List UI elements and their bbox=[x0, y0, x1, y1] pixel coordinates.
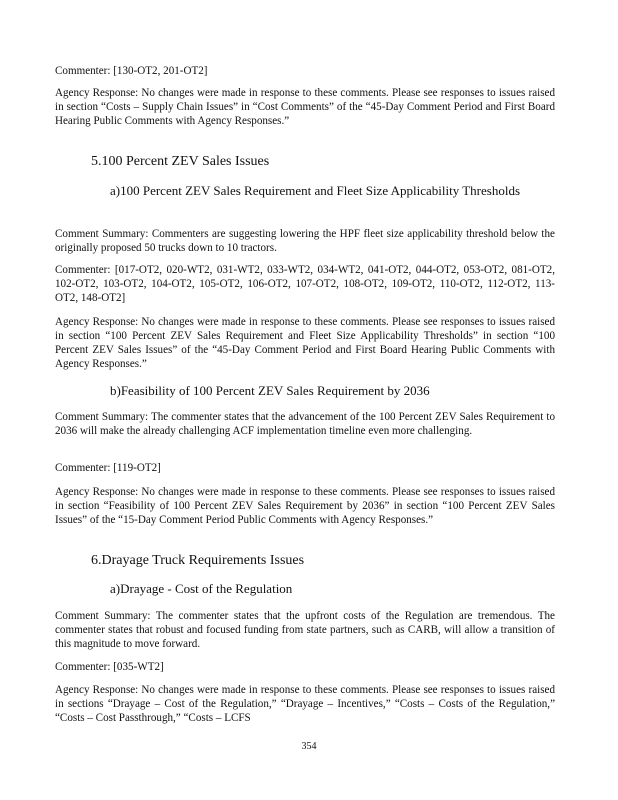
subsection-heading-b: b)Feasibility of 100 Percent ZEV Sales Requirement by 2036 bbox=[110, 383, 430, 398]
commenter-line: Commenter: [119-OT2] bbox=[55, 462, 161, 474]
subsection-heading-a: a)100 Percent ZEV Sales Requirement and Fleet Size Applicability Thresholds bbox=[110, 183, 521, 198]
comment-summary: Comment Summary: The commenter states that the advancement of the 100 Percent ZEV Sales Requirement to 2036 will make the already challenging ACF implementation timeline even more challenging. bbox=[55, 411, 555, 437]
comment-summary: Comment Summary: Commenters are suggesting lowering the HPF fleet size applicability threshold below the originally proposed 50 trucks down to 10 tractors. bbox=[55, 228, 555, 254]
agency-response: Agency Response: No changes were made in response to these comments. Please see responses to issues raised in section “Costs – Supply Chain Issues” in “Cost Comments” of the “45-Day Comment Period and First Board Hearing Public Comments with Agency Responses.” bbox=[55, 87, 555, 127]
comment-summary: Comment Summary: The commenter states that the upfront costs of the Regulation are tremendous. The commenter states that robust and focused funding from state partners, such as CARB, will allow a transition of this magnitude to move forward. bbox=[55, 610, 555, 650]
section-heading-5: 5.100 Percent ZEV Sales Issues bbox=[91, 154, 270, 169]
section-heading-6: 6.Drayage Truck Requirements Issues bbox=[91, 553, 305, 568]
agency-response: Agency Response: No changes were made in response to these comments. Please see responses to issues raised in sections “Drayage – Cost of the Regulation,” “Drayage – Incentives,” “Costs – Costs of the Regulation,” “Costs – Cost Passthrough,” “Costs – LCFS bbox=[55, 684, 555, 724]
commenter-line: Commenter: [035-WT2] bbox=[55, 661, 164, 673]
commenter-line: Commenter: [017-OT2, 020-WT2, 031-WT2, 033-WT2, 034-WT2, 041-OT2, 044-OT2, 053-OT2, 081-OT2, 102-OT2, 103-OT2, 104-OT2, 105-OT2, 106-OT2, 107-OT2, 108-OT2, 109-OT2, 110-OT2, 112-OT2, 113-OT2, 148-OT2] bbox=[55, 264, 555, 304]
agency-response: Agency Response: No changes were made in response to these comments. Please see responses to issues raised in section “100 Percent ZEV Sales Requirement and Fleet Size Applicability Thresholds” in section “100 Percent ZEV Sales Issues” of the “45-Day Comment Period and First Board Hearing Public Comments with Agency Responses.” bbox=[55, 316, 555, 370]
agency-response: Agency Response: No changes were made in response to these comments. Please see responses to issues raised in section “Feasibility of 100 Percent ZEV Sales Requirement by 2036” in section “100 Percent ZEV Sales Issues” of the “15-Day Comment Period Public Comments with Agency Responses.” bbox=[55, 486, 555, 526]
subsection-heading-a-drayage: a)Drayage - Cost of the Regulation bbox=[110, 581, 293, 596]
commenter-line: Commenter: [130-OT2, 201-OT2] bbox=[55, 65, 208, 77]
page-number: 354 bbox=[301, 741, 317, 752]
